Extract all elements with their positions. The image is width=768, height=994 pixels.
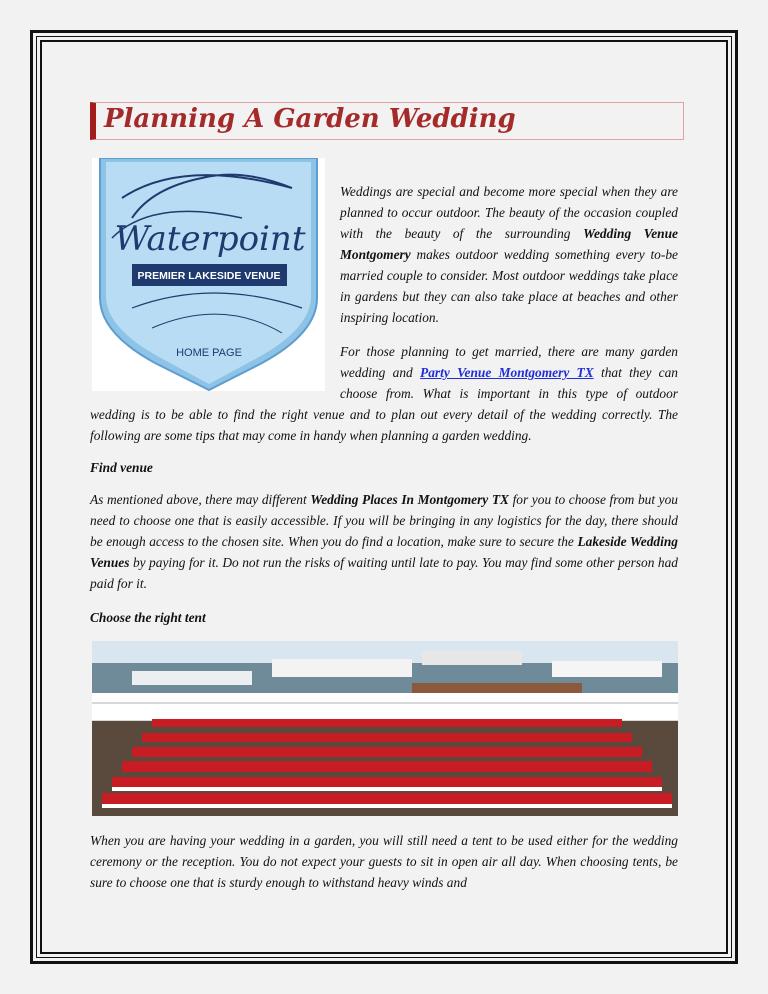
intro-p1-bold: Wedding Venue Montgomery: [340, 226, 678, 262]
title-box: [90, 102, 684, 140]
party-venue-link[interactable]: Party Venue Montgomery TX: [420, 365, 594, 380]
find-venue-paragraph: [90, 489, 678, 594]
page-title: Planning A Garden Wedding: [104, 104, 516, 134]
intro-p1-text-a: Weddings are special and become more special when they are planned to occur outdoor. The beauty of the occasion coupled with the beauty of the surrounding: [340, 184, 678, 241]
find-venue-bold-1: Wedding Places In Montgomery TX: [310, 492, 509, 507]
intro-p2-text-a: For those planning to get married, there are many garden wedding and: [340, 344, 678, 380]
intro-p2-text-b: that they can choose from. What is important in this type of outdoor wedding is to be able to find the right venue and to plan out every detail of the wedding correctly. The following are some tips that may come in handy when planning a garden wedding.: [90, 365, 679, 443]
logo-footer-text: HOME PAGE: [176, 347, 242, 359]
find-venue-bold-2: Lakeside Wedding Venues: [90, 534, 678, 570]
choose-tent-paragraph: [90, 830, 678, 893]
logo-script-text: Waterpoint: [114, 219, 306, 259]
intro-p1-text-b: makes outdoor wedding something every to-be married couple to consider. Most outdoor weddings take place in gardens but they can also take place at beaches and other inspiring location.: [340, 247, 678, 325]
find-venue-text-c: by paying for it. Do not run the risks of waiting until late to pay. You may find some other person had paid for it.: [90, 555, 678, 591]
logo-banner-text: PREMIER LAKESIDE VENUE: [137, 270, 281, 282]
intro-paragraph-2: [90, 341, 678, 446]
find-venue-text-a: As mentioned above, there may different: [90, 492, 307, 507]
find-venue-text-b: for you to choose from but you need to choose one that is easily accessible. If you will be bringing in any logistics for the day, there should be enough access to the chosen site. When you do find a location, make sure to secure the: [90, 492, 678, 549]
lakeside-ceremony-photo[interactable]: [92, 641, 678, 816]
choose-tent-heading: Choose the right tent: [90, 610, 206, 625]
find-venue-heading: Find venue: [90, 460, 153, 475]
choose-tent-text: When you are having your wedding in a garden, you will still need a tent to be used either for the wedding ceremony or the reception. You do not expect your guests to sit in open air all day. When choosing tents, be sure to choose one that is sturdy enough to withstand heavy winds and: [90, 833, 678, 890]
intro-paragraph-1: [340, 181, 678, 328]
